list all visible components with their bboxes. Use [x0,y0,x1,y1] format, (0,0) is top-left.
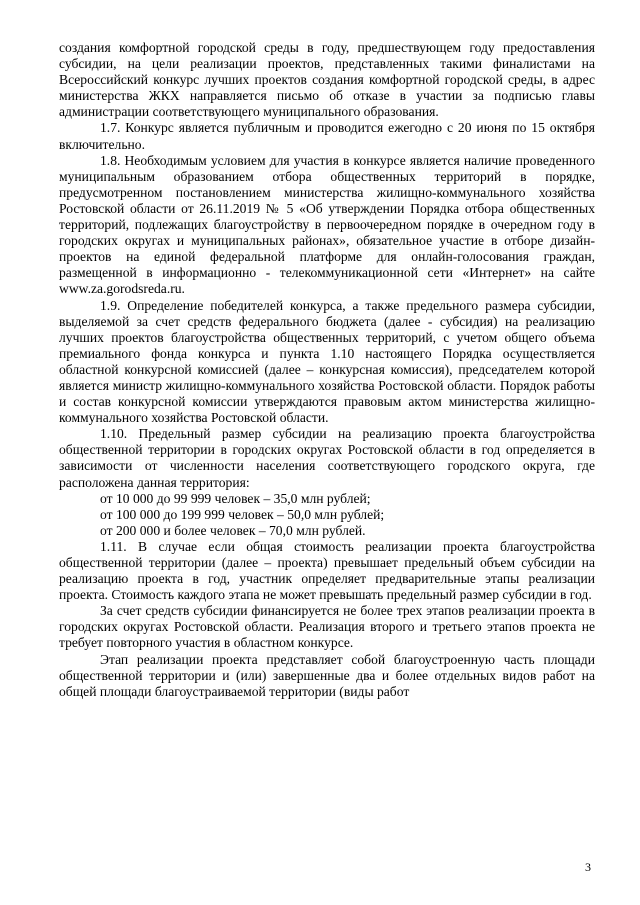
population-tier-3: от 200 000 и более человек – 70,0 млн рублей. [100,522,366,538]
paragraph-1-10: 1.10. Предельный размер субсидии на реализацию проекта благоустройства общественной территории в городских округах Ростовской области в год определяется в зависимости от численности населения соответствующего городского округа, где расположена данная территория: [59,426,595,490]
population-tier-2: от 100 000 до 199 999 человек – 50,0 млн рублей; [100,506,385,522]
page-number: 3 [585,860,591,874]
paragraph-stage-financing: За счет средств субсидии финансируется не более трех этапов реализации проекта в городских округах Ростовской области. Реализация второго и третьего этапов проекта не требует повторного участия в областном конкурсе. [59,603,595,651]
paragraph-1-11: 1.11. В случае если общая стоимость реализации проекта благоустройства общественной территории (далее – проекта) превышает предельный объем субсидии на реализацию проекта в год, участник определяет предварительные этапы реализации проекта. Стоимость каждого этапа не может превышать предельный размер субсидии в год. [59,538,595,603]
document-body [59,40,595,700]
paragraph-1-7: 1.7. Конкурс является публичным и проводится ежегодно с 20 июня по 15 октября включительно. [59,120,595,152]
population-tier-1: от 10 000 до 99 999 человек – 35,0 млн рублей; [100,490,371,506]
paragraph-continuation: создания комфортной городской среды в году, предшествующем году предоставления субсидии, на цели реализации проектов, представленных такими финалистами на Всероссийский конкурс лучших проектов создания комфортной городской среды, в адрес министерства ЖКХ направляется письмо об отказе в участии за подписью главы администрации соответствующего муниципального образования. [59,40,595,120]
paragraph-stage-definition: Этап реализации проекта представляет собой благоустроенную часть площади общественной территории и (или) завершенные два и более отдельных видов работ на общей площади благоустраиваемой территории (виды работ [59,651,595,699]
paragraph-1-9: 1.9. Определение победителей конкурса, а также предельного размера субсидии, выделяемой за счет средств федерального бюджета (далее - субсидия) на реализацию лучших проектов благоустройства общественных территорий, с учетом общего объема премиального фонда конкурса и пункта 1.10 настоящего Порядка осуществляется областной конкурсной комиссией (далее – конкурсная комиссия), председателем которой является министр жилищно-коммунального хозяйства Ростовской области. Порядок работы и состав конкурсной комиссии утверждаются правовым актом министерства жилищно-коммунального хозяйства Ростовской области. [59,297,595,426]
paragraph-1-8: 1.8. Необходимым условием для участия в конкурсе является наличие проведенного муниципальным образованием отбора общественных территорий в порядке, предусмотренном постановлением министерства жилищно-коммунального хозяйства Ростовской области от 26.11.2019 № 5 «Об утверждении Порядка отбора общественных территорий, подлежащих благоустройству в первоочередном порядке в очередном году в городских округах и муниципальных районах», обязательное участие в отборе дизайн-проектов на единой федеральной платформе для онлайн-голосования граждан, размещенной в информационно - телекоммуникационной сети «Интернет» на сайте www.za.gorodsreda.ru. [59,152,595,297]
